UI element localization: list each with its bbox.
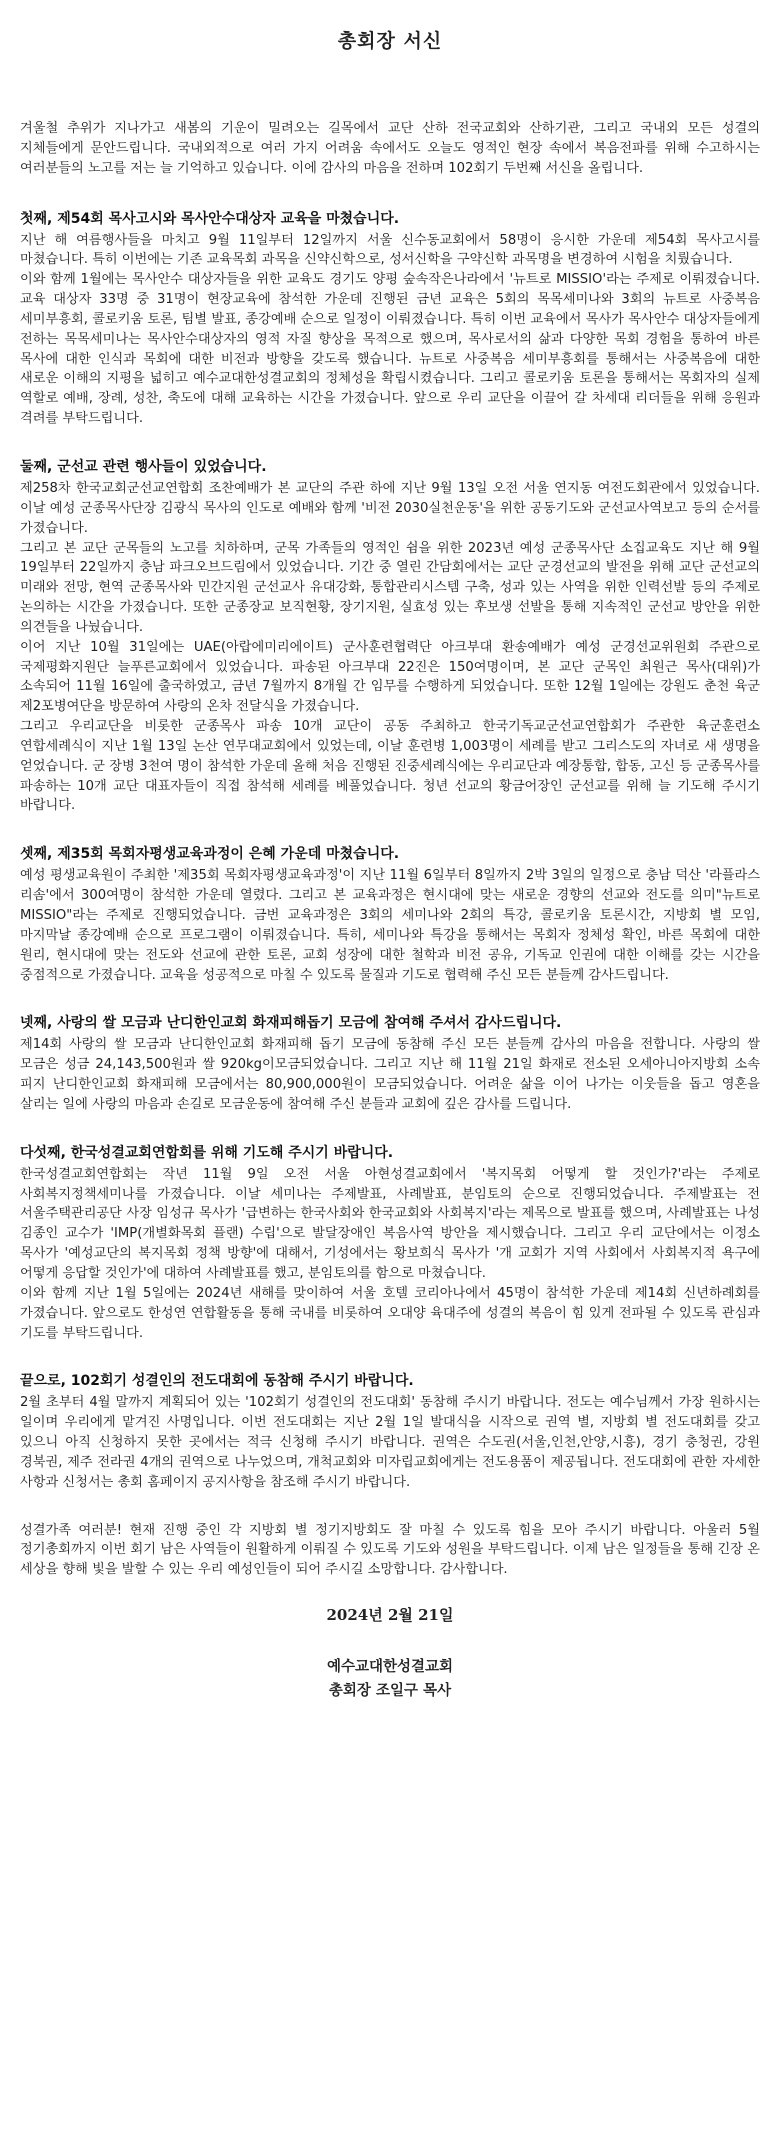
- page-title: 총회장 서신: [337, 30, 443, 52]
- section-6: [20, 1371, 760, 1492]
- section-paragraph: 이어 지난 10월 31일에는 UAE(아랍에미리에이트) 군사훈련협력단 아크부대 환송예배가 예성 군경선교위원회 주관으로 국제평화지원단 늘푸른교회에서 있었습니다. 파송된 아크부대 22진은 150여명이며, 본 교단 군목인 최원근 목사(대위)가 소속되어 11월 16일에 출국하였고, 금년 7월까지 8개월 간 임무를 수행하게 되었습니다. 또한 12월 1일에는 강원도 춘천 육군 제2포병여단을 방문하여 사랑의 온차 전달식을 가졌습니다.: [20, 639, 760, 715]
- section-paragraph: 지난 해 여름행사들을 마치고 9월 11일부터 12일까지 서울 신수동교회에서 58명이 응시한 가운데 제54회 목사고시를 마쳤습니다. 특히 이번에는 기존 교육목회 과목을 신약신학으로, 성서신학을 구약신학 과목명을 변경하여 시험을 치뤘습니다.: [20, 232, 760, 268]
- section-5: [20, 1143, 760, 1344]
- section-heading: 끝으로, 102회기 성결인의 전도대회에 동참해 주시기 바랍니다.: [20, 1373, 414, 1390]
- intro-paragraph: 겨울철 추위가 지나가고 새봄의 기운이 밀려오는 길목에서 교단 산하 전국교회와 산하기관, 그리고 국내외 모든 성결의 지체들에게 문안드립니다. 국내외적으로 여러 가지 어려움 속에서도 오늘도 영적인 현장 속에서 복음전파를 위해 수고하시는 여러분들의 노고를 저는 늘 기억하고 있습니다. 이에 감사의 마음을 전하며 102회기 두번째 서신을 올립니다.: [20, 121, 760, 176]
- section-4: [20, 1013, 760, 1114]
- letter-date: 2024년 2월 21일: [326, 1606, 454, 1625]
- signature-org: 예수교대한성결교회: [326, 1659, 454, 1676]
- section-paragraph: 이와 함께 지난 1월 5일에는 2024년 새해를 맞이하여 서울 호텔 코리아나에서 45명이 참석한 가운데 제14회 신년하례회를 가졌습니다. 앞으로도 한성연 연합활동을 통해 국내를 비롯하여 오대양 육대주에 성결의 복음이 힘 있게 전파될 수 있도록 관심과 기도를 부탁드립니다.: [20, 1285, 760, 1341]
- signature-name: 총회장 조일구 목사: [328, 1683, 452, 1700]
- section-paragraph: 제14회 사랑의 쌀 모금과 난디한인교회 화재피해 돕기 모금에 동참해 주신 모든 분들께 감사의 마음을 전합니다. 사랑의 쌀 모금은 성금 24,143,500원과 쌀 920kg이모금되었습니다. 그리고 지난 해 11월 21일 화재로 전소된 오세아니아지방회 소속 피지 난디한인교회 화재피해 모금에서는 80,900,000원이 모금되었습니다. 어려운 삶을 이어 나가는 이웃들을 돕고 영혼을 살리는 일에 사랑의 마음과 손길로 모금운동에 참여해 주신 분들과 교회에 깊은 감사를 드립니다.: [20, 1037, 760, 1112]
- section-paragraph: 제258차 한국교회군선교연합회 조찬예배가 본 교단의 주관 하에 지난 9월 13일 오전 서울 연지동 여전도회관에서 있었습니다. 이날 예성 군종목사단장 김광식 목사의 인도로 예배와 함께 '비전 2030실천운동'을 위한 공동기도와 군선교사역보고 등의 순서를 가졌습니다.: [20, 480, 760, 536]
- section-heading: 첫째, 제54회 목사고시와 목사안수대상자 교육을 마쳤습니다.: [20, 210, 400, 227]
- section-paragraph: 그리고 우리교단을 비롯한 군종목사 파송 10개 교단이 공동 주최하고 한국기독교군선교연합회가 주관한 육군훈련소 연합세례식이 지난 1월 13일 논산 연무대교회에서 있었는데, 이날 훈련병 1,003명이 세례를 받고 그리스도의 자녀로 새 생명을 얻었습니다. 군 장병 3천여 명이 참석한 가운데 올해 처음 진행된 진중세례식에는 우리교단과 예장통합, 합동, 고신 등 군종목사를 파송하는 10개 교단 대표자들이 직접 참석해 세례를 베풀었습니다. 청년 선교의 황금어장인 군선교를 위해 늘 기도해 주시기 바랍니다.: [20, 719, 760, 814]
- closing-paragraph: 성결가족 여러분! 현재 진행 중인 각 지방회 별 정기지방회도 잘 마칠 수 있도록 힘을 모아 주시기 바랍니다. 아울러 5월 정기총회까지 이번 회기 남은 사역들이 원활하게 이뤄질 수 있도록 기도와 성원을 부탁드립니다. 이제 남은 일정들을 통해 긴장 온 세상을 향해 빛을 발할 수 있는 우리 예성인들이 되어 주시길 소망합니다. 감사합니다.: [20, 1522, 760, 1578]
- section-heading: 셋째, 제35회 목회자평생교육과정이 은혜 가운데 마쳤습니다.: [20, 846, 400, 863]
- section-paragraph: 2월 초부터 4월 말까지 계획되어 있는 '102회기 성결인의 전도대회' 동참해 주시기 바랍니다. 전도는 예수님께서 가장 원하시는 일이며 우리에게 맡겨진 사명입니다. 이번 전도대회는 지난 2월 1일 발대식을 시작으로 권역 별, 지방회 별 전도대회를 갖고 있으니 아직 신청하지 못한 곳에서는 적극 신청해 주시기 바랍니다. 권역은 수도권(서울,인천,안양,시흥), 경기 충청권, 강원 경북권, 제주 전라권 4개의 권역으로 나누었으며, 개척교회와 미자립교회에게는 전도용품이 제공됩니다. 전도대회에 관한 자세한 사항과 신청서는 총회 홈페이지 공지사항을 참조해 주시기 바랍니다.: [20, 1395, 760, 1490]
- section-paragraph: 그리고 본 교단 군목들의 노고를 치하하며, 군목 가족들의 영적인 쉼을 위한 2023년 예성 군종목사단 소집교육도 지난 해 9월 19일부터 22일까지 충남 파크오브드림에서 있었습니다. 기간 중 열린 간담회에서는 교단 군경선교의 발전을 위해 교단 군선교의 미래와 전망, 현역 군종목사와 민간지원 군선교사 유대강화, 통합관리시스템 구축, 성과 있는 사역을 위한 인력선발 등의 주제로 논의하는 시간을 가졌습니다. 또한 군종장교 보직현황, 장기지원, 실효성 있는 후보생 선발을 통해 지속적인 군선교 방안을 위한 의견들을 나눴습니다.: [20, 540, 760, 635]
- section-heading: 둘째, 군선교 관련 행사들이 있었습니다.: [20, 458, 267, 475]
- section-3: [20, 844, 760, 985]
- section-paragraph: 이와 함께 1월에는 목사안수 대상자들을 위한 교육도 경기도 양평 숲속작은나라에서 '뉴트로 MISSIO'라는 주제로 이뤄졌습니다. 교육 대상자 33명 중 31명이 현장교육에 참석한 가운데 진행된 금년 교육은 5회의 목목세미나와 3회의 뉴트로 사중복음 세미부흥회, 콜로키움 토론, 팀별 발표, 종강예배 순으로 일정이 이뤄졌습니다. 특히 이번 교육에서 목사가 목사안수 대상자들에게 전하는 목목세미나는 목사안수대상자의 영적 자질 향상을 목적으로 했으며, 목사로서의 삶과 다양한 목회 경험을 통하여 바른 목사에 대한 인식과 목회에 대한 비전과 방향을 갖도록 했습니다. 뉴트로 사중복음 세미부흥회를 통해서는 사중복음에 대한 새로운 이해의 지평을 넓히고 예수교대한성결교회의 정체성을 확립시켰습니다. 그리고 콜로키움 토론을 통해서는 목회자의 실제 역할로 예배, 장례, 성찬, 축도에 대해 교육하는 시간을 가졌습니다. 앞으로 우리 교단을 이끌어 갈 차세대 리더들을 위해 응원과 격려를 부탁드립니다.: [20, 272, 760, 427]
- section-paragraph: 예성 평생교육원이 주최한 '제35회 목회자평생교육과정'이 지난 11월 6일부터 8일까지 2박 3일의 일정으로 충남 덕산 '라플라스 리솜'에서 300여명이 참석한 가운데 열렸다. 그리고 본 교육과정은 현시대에 맞는 새로운 경향의 선교와 전도를 의미"뉴트로 MISSIO"라는 주제로 진행되었습니다. 금번 교육과정은 3회의 세미나와 2회의 특강, 콜로키움 토론시간, 지방회 별 모임, 마지막날 종강예배 순으로 프로그램이 이뤄졌습니다. 특히, 세미나와 특강을 통해서는 목회자 정체성 확인, 바른 목회에 대한 원리, 현시대에 맞는 전도와 선교에 관한 토론, 교회 성장에 대한 철학과 비전 공유, 기독교 인권에 대한 이해를 갖는 시간을 중점적으로 가졌습니다. 교육을 성공적으로 마칠 수 있도록 물질과 기도로 협력해 주신 모든 분들께 감사드립니다.: [20, 868, 760, 983]
- section-1: [20, 209, 760, 429]
- section-paragraph: 한국성결교회연합회는 작년 11월 9일 오전 서울 아현성결교회에서 '복지목회 어떻게 할 것인가?'라는 주제로 사회복지정책세미나를 가졌습니다. 이날 세미나는 주제발표, 사례발표, 분임토의 순으로 진행되었습니다. 주제발표는 전 서울주택관리공단 사장 임성규 목사가 '급변하는 한국사회와 한국교회와 사회복지'라는 제목으로 발표를 했으며, 사례발표는 나성 김종인 교수가 'IMP(개별화목회 플랜) 수립'으로 발달장애인 복음사역 방안을 제시했습니다. 그리고 우리 교단에서는 이정소 목사가 '예성교단의 복지목회 정책 방향'에 대해서, 기성에서는 황보희식 목사가 '개 교회가 지역 사회에서 사회복지적 욕구에 어떻게 응답할 것인가'에 대하여 사례발표를 했고, 분임토의를 함으로 마쳤습니다.: [20, 1166, 760, 1281]
- section-heading: 넷째, 사랑의 쌀 모금과 난디한인교회 화재피해돕기 모금에 참여해 주셔서 감사드립니다.: [20, 1015, 562, 1032]
- section-heading: 다섯째, 한국성결교회연합회를 위해 기도해 주시기 바랍니다.: [20, 1144, 394, 1161]
- section-2: [20, 457, 760, 816]
